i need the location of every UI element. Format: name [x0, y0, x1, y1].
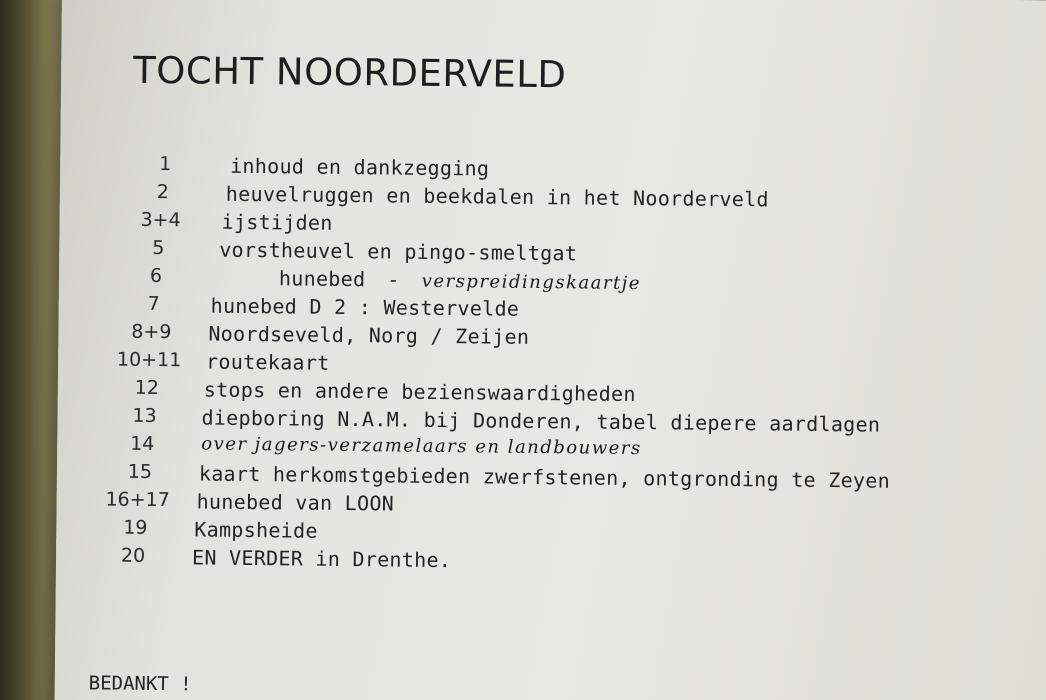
dash-separator: -	[387, 267, 400, 292]
page-number: 3+4	[140, 208, 181, 232]
item-text: vorstheuvel en pingo-smeltgat	[219, 237, 578, 266]
item-text: routekaart	[205, 349, 330, 375]
item-text-with-note	[279, 266, 641, 294]
item-text: hunebed D 2 : Westervelde	[210, 293, 520, 321]
page-number: 5	[152, 236, 165, 260]
page-number: 15	[127, 460, 153, 483]
page-number: 6	[149, 264, 163, 288]
page-number: 2	[156, 181, 170, 204]
item-text: hunebed van LOON	[196, 489, 395, 516]
item-text: kaart herkomstgebieden zwerfstenen, ontgronding te Zeyen	[198, 461, 891, 493]
item-text: EN VERDER in Drenthe.	[191, 545, 452, 573]
item-text: diepboring N.A.M. bij Donderen, tabel diepere aardlagen	[201, 405, 881, 437]
page-number: 13	[132, 404, 157, 428]
page-number: 12	[134, 376, 160, 400]
page-number: 1	[159, 153, 172, 176]
page-number: 10+11	[116, 348, 182, 372]
page-title: TOCHT NOORDERVELD	[132, 48, 567, 97]
page-number: 19	[123, 516, 148, 539]
page-number: 20	[120, 544, 146, 567]
handwritten-note: over jagers-verzamelaars en landbouwers	[201, 433, 642, 460]
item-text: hunebed	[278, 266, 366, 292]
item-text: inhoud en dankzegging	[230, 153, 490, 181]
handwritten-note: verspreidingskaartje	[421, 270, 642, 295]
item-text: heuvelruggen en beekdalen in het Noorderveld	[225, 181, 769, 212]
page-number: 16+17	[105, 488, 170, 512]
document-page	[54, 0, 1046, 700]
item-text: Noordseveld, Norg / Zeijen	[208, 321, 530, 349]
page-number: 7	[147, 292, 160, 316]
closing-thanks: BEDANKT !	[88, 672, 192, 696]
item-text: stops en andere bezienswaardigheden	[203, 377, 636, 407]
item-text: Kampsheide	[194, 517, 318, 543]
page-number: 14	[130, 432, 155, 455]
item-text: ijstijden	[221, 209, 333, 235]
page-number: 8+9	[131, 320, 172, 344]
